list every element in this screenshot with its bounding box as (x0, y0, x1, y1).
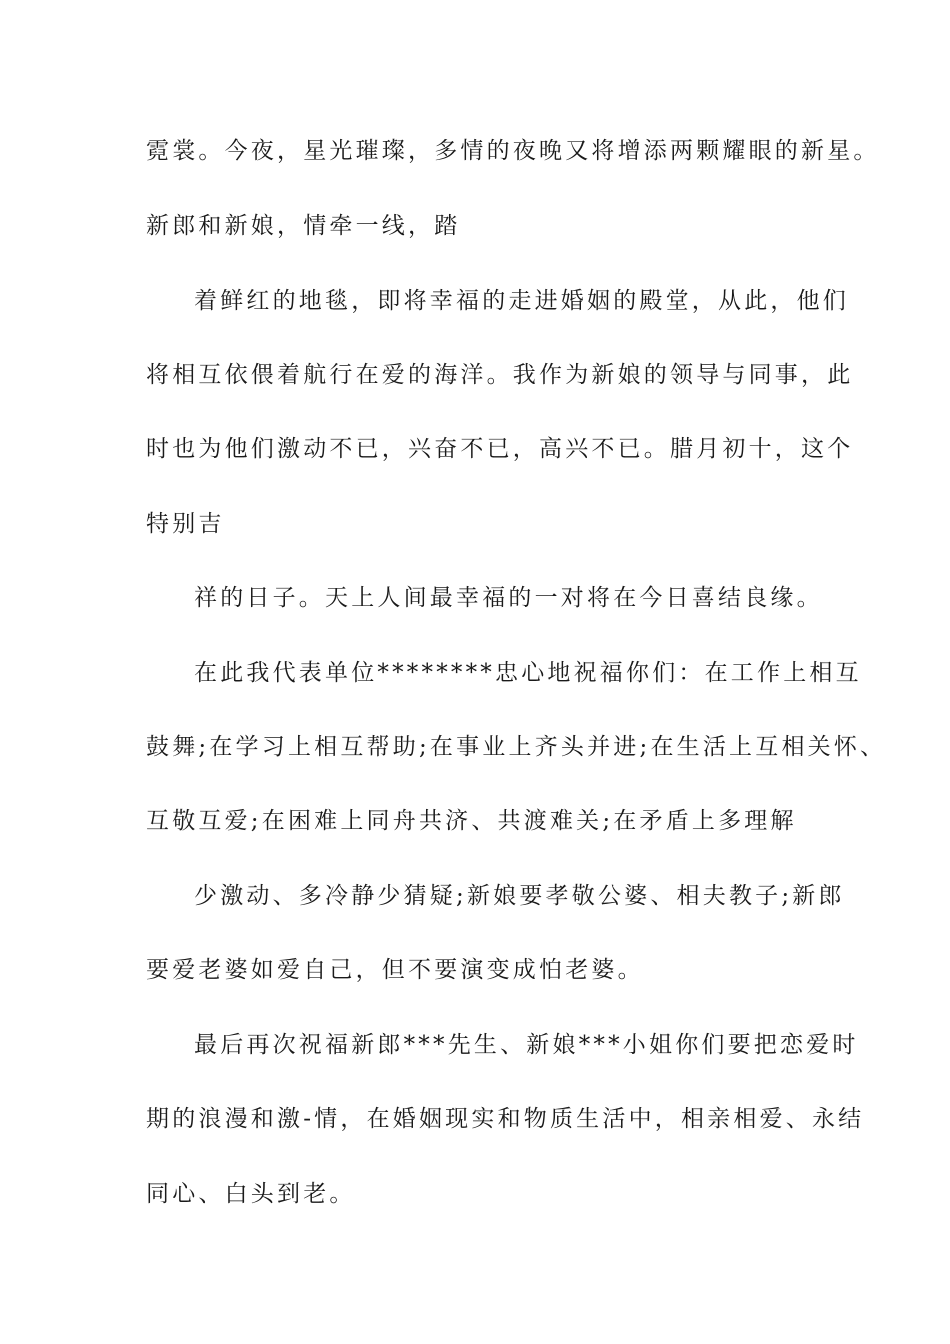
text-line: 在此我代表单位********忠心地祝福你们：在工作上相互 (194, 660, 862, 686)
text-line: 同心、白头到老。 (146, 1181, 356, 1207)
text-line: 霓裳。今夜，星光璀璨，多情的夜晚又将增添两颗耀眼的新星。 (146, 138, 880, 164)
text-line: 祥的日子。天上人间最幸福的一对将在今日喜结良缘。 (194, 585, 823, 611)
text-line: 将相互依偎着航行在爱的海洋。我作为新娘的领导与同事，此 (146, 362, 854, 388)
text-line: 少激动、多冷静少猜疑;新娘要孝敬公婆、相夫教子;新郎 (194, 883, 845, 909)
text-line: 特别吉 (146, 511, 225, 537)
text-line: 着鲜红的地毯，即将幸福的走进婚姻的殿堂，从此，他们 (194, 288, 849, 314)
text-line: 要爱老婆如爱自己，但不要演变成怕老婆。 (146, 957, 644, 983)
text-line: 鼓舞;在学习上相互帮助;在事业上齐头并进;在生活上互相关怀、 (146, 734, 887, 760)
text-line: 新郎和新娘，情牵一线，踏 (146, 213, 461, 239)
text-line: 互敬互爱;在困难上同舟共济、共渡难关;在矛盾上多理解 (146, 808, 797, 834)
text-line: 期的浪漫和激-情，在婚姻现实和物质生活中，相亲相爱、永结 (146, 1106, 865, 1132)
text-line: 最后再次祝福新郎***先生、新娘***小姐你们要把恋爱时 (194, 1032, 859, 1058)
text-line: 时也为他们激动不已，兴奋不已，高兴不已。腊月初十，这个 (146, 436, 854, 462)
